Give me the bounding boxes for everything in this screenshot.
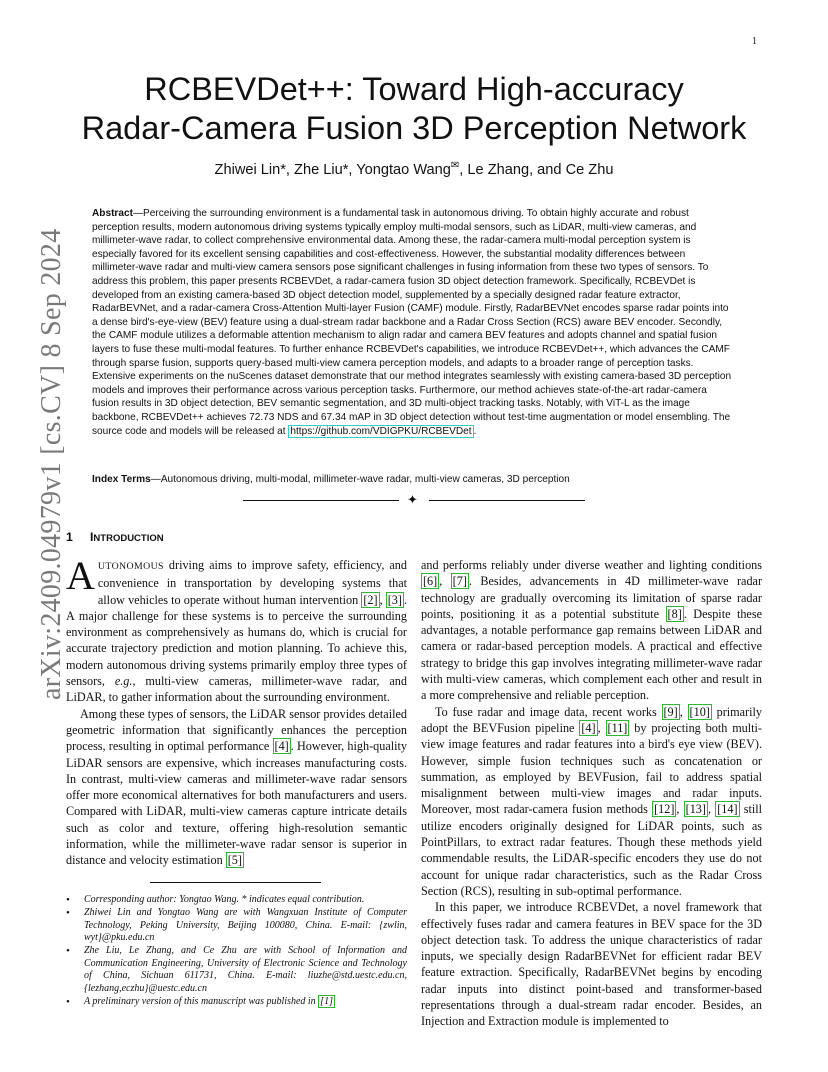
left-column [66, 553, 408, 869]
citation-link[interactable]: [4] [274, 739, 289, 754]
section-title-initial: I [90, 530, 94, 544]
citation-link[interactable]: [3] [387, 592, 402, 607]
author-names-part-2: , Le Zhang, and Ce Zhu [459, 162, 614, 178]
index-terms-label: Index Terms [92, 474, 151, 485]
text-run: To fuse radar and image data, recent works [435, 704, 662, 719]
citation-link[interactable]: [2] [363, 592, 378, 607]
intro-paragraph-5 [421, 899, 762, 1029]
separator-rule-right [429, 500, 585, 501]
section-number: 1 [66, 530, 73, 544]
abstract-end: . [473, 425, 477, 437]
paper-title-line-2: Radar-Camera Fusion 3D Perception Network [81, 110, 747, 146]
right-column [421, 557, 762, 1030]
index-terms-body: —Autonomous driving, multi-modal, millimeter-wave radar, multi-view cameras, 3D perception [150, 474, 570, 485]
source-code-link[interactable]: https://github.com/VDIGPKU/RCBEVDet [290, 425, 472, 437]
footnote-item [66, 894, 407, 907]
text-run: . A major challenge for these systems is to perceive the surrounding environment as comprehensively as humans do, which is crucial for accurate trajectory prediction and motion planning. To achieve this, modern autonomous driving systems primarily employ three types of sensors, [66, 592, 408, 689]
drop-cap: A [66, 553, 95, 598]
intro-paragraph-2 [66, 706, 407, 869]
citation-link[interactable]: [8] [667, 606, 682, 621]
section-separator [243, 492, 585, 508]
separator-diamond-icon: ✦ [407, 492, 418, 507]
author-names-part-1: Zhiwei Lin*, Zhe Liu*, Yongtao Wang [214, 162, 451, 178]
paper-title-line-1: RCBEVDet++: Toward High-accuracy [144, 71, 684, 107]
text-run: and performs reliably under diverse weather and lighting conditions [421, 558, 762, 572]
author-list [40, 162, 788, 178]
section-heading [66, 530, 164, 544]
text-run: , [679, 704, 688, 719]
text-run: , multi-view cameras, millimeter-wave radar, and LiDAR, to gather information about the surrounding environment. [66, 674, 407, 705]
text-run: . Despite these advantages, a notable performance gap remains between LiDAR and camera or radar-based perception models. A practical and effective strategy to bridge this gap involves integrating millimeter-wave radar with multi-view cameras, which complement each other and result in a more comprehensive and reliable perception. [421, 606, 762, 703]
citation-link[interactable]: [10] [689, 704, 710, 719]
citation-link[interactable]: [9] [663, 704, 678, 719]
intro-paragraph-3 [421, 557, 762, 704]
paper-title [40, 70, 788, 148]
footnote-text: Zhe Liu, Le Zhang, and Ce Zhu are with School of Information and Communication Engineering, University of Electronic Science and Technology of China, Sichuan 611731, China. E-mail: liuzhe@std.uestc.edu.cn, {lezhang,eczhu}@uestc.edu.cn [84, 945, 407, 994]
citation-link[interactable]: [13] [685, 802, 706, 817]
text-run: . However, high-quality LiDAR sensors are expensive, which increases manufacturing costs. In contrast, multi-view cameras and millimeter-wave radar sensors offer more economical alternatives for both manufacturers and users. Compared with LiDAR, multi-view cameras capture intricate details such as color and texture, offering high-resolution semantic information, while the millimeter-wave radar sensor is superior in distance and velocity estimation [66, 739, 407, 868]
citation-link[interactable]: [5] [227, 853, 242, 868]
abstract-label: Abstract [92, 208, 133, 219]
footnote-rule [150, 882, 321, 883]
text-run: . Besides, advancements in 4D millimeter-wave radar technology are gradually overcoming its limitation of sparse radar points, positioning it as a potential substitute [421, 574, 762, 621]
index-terms [92, 473, 732, 486]
abstract-body: —Perceiving the surrounding environment is a fundamental task in autonomous driving. To obtain highly accurate and robust perception results, modern autonomous driving systems typically employ multi-modal sensors, such as LiDAR, multi-view cameras, and millimeter-wave radar, to collect comprehensive environmental data. Among these, the radar-camera multi-modal perception system is especially favored for its excellent sensing capabilities and cost-effectiveness. However, the substantial modality differences between millimeter-wave radar and multi-view camera sensors pose significant challenges in fusing information from these two types of sensors. To address this problem, this paper presents RCBEVDet, a radar-camera fusion 3D object detection framework. Specifically, RCBEVDet is developed from an existing camera-based 3D object detection model, supplemented by a specially designed radar feature extractor, RadarBEVNet, and a radar-camera Cross-Attention Multi-layer Fusion (CAMF) module. Firstly, RadarBEVNet encodes sparse radar points into a dense bird's-eye-view (BEV) feature using a dual-stream radar backbone and a Radar Cross Section (RCS) aware BEV encoder. Secondly, the CAMF module utilizes a deformable attention mechanism to align radar and camera BEV features and adopts channel and spatial fusion layers to fuse these multi-modal features. To further enhance RCBEVDet's capabilities, we introduce RCBEVDet++, which advances the CAMF through sparse fusion, supports query-based multi-view camera perception models, and adapts to a broader range of perception tasks. Extensive experiments on the nuScenes dataset demonstrate that our method integrates seamlessly with existing camera-based 3D perception models and improves their performance across various perception tasks. Furthermore, our method achieves state-of-the-art radar-camera fusion results in 3D object detection, BEV semantic segmentation, and 3D multi-object tracking tasks. Notably, with ViT-L as the image backbone, RCBEVDet++ achieves 72.73 NDS and 67.34 mAP in 3D object detection without test-time augmentation or model ensembling. The source code and models will be released at [92, 208, 732, 437]
text-run: , [597, 720, 606, 735]
text-run: by projecting both multi-view image features and radar features into a bird's eye view (BEV). However, simple fusion techniques such as concatenation or summation, as employed by BEVFusion, fail to address spatial misalignment between multi-view images and radar inputs. Moreover, most radar-camera fusion methods [421, 720, 762, 817]
text-run: , [707, 802, 716, 817]
footnote-item [66, 945, 407, 995]
citation-link[interactable]: [6] [423, 574, 438, 589]
citation-link[interactable]: [12] [654, 802, 675, 817]
intro-paragraph-1 [66, 553, 408, 706]
citation-link[interactable]: [7] [452, 574, 467, 589]
text-run: In this paper, we introduce RCBEVDet, a novel framework that effectively fuses radar and camera features in BEV space for the 3D object detection task. To address the unique characteristics of radar inputs, we specially design RadarBEVNet for efficient radar BEV feature extraction. Specifically, RadarBEVNet begins by encoding radar inputs into distinct point-based and transformer-based representations through a dual-stream radar encoder. Besides, an Injection and Extraction module is implemented to [421, 900, 762, 1029]
footnote-text: Zhiwei Lin and Yongtao Wang are with Wangxuan Institute of Computer Technology, Peking University, Beijing 100080, China. E-mail: {zwlin, wyt}@pku.edu.cn [84, 907, 407, 943]
text-run: , [439, 574, 451, 589]
text-run: primarily adopt the BEVFusion pipeline [421, 704, 762, 735]
footnote-text: A preliminary version of this manuscript was published in [84, 995, 319, 1007]
citation-link[interactable]: [1] [320, 995, 333, 1007]
section-title-rest: NTRODUCTION [93, 533, 164, 544]
citation-link[interactable]: [14] [717, 802, 738, 817]
intro-paragraph-4 [421, 704, 762, 900]
citation-link[interactable]: [11] [607, 720, 628, 735]
text-run: , [379, 592, 386, 607]
text-run-italic: e.g. [114, 674, 133, 689]
smallcaps-word: UTONOMOUS [97, 561, 164, 572]
page-number: 1 [752, 36, 757, 47]
text-run: still utilize encoders originally designed for LiDAR points, such as PointPillars, to extract radar features. Though these methods yield commendable results, the LiDAR-specific encoders they use do not account for unique radar characteristics, such as the Radar Cross Section (RCS), resulting in sub-optimal performance. [421, 802, 763, 898]
envelope-icon: ✉ [450, 160, 460, 171]
arxiv-identifier-stamp: arXiv:2409.04979v1 [cs.CV] 8 Sep 2024 [36, 228, 67, 700]
separator-rule-left [243, 500, 399, 501]
text-run: driving aims to improve safety, efficiency, and convenience in transportation by developing systems that allow vehicles to operate without human intervention [97, 558, 407, 607]
text-run: Among these types of sensors, the LiDAR sensor provides detailed geometric information that significantly enhances the perception process, resulting in optimal performance [66, 706, 407, 754]
citation-link[interactable]: [4] [581, 720, 596, 735]
footnote-text: Corresponding author: Yongtao Wang. * indicates equal contribution. [84, 894, 365, 905]
abstract [92, 207, 732, 438]
text-run: , [676, 802, 684, 817]
footnote-item [66, 907, 407, 945]
footnotes [66, 894, 407, 1009]
footnote-item [66, 996, 407, 1009]
